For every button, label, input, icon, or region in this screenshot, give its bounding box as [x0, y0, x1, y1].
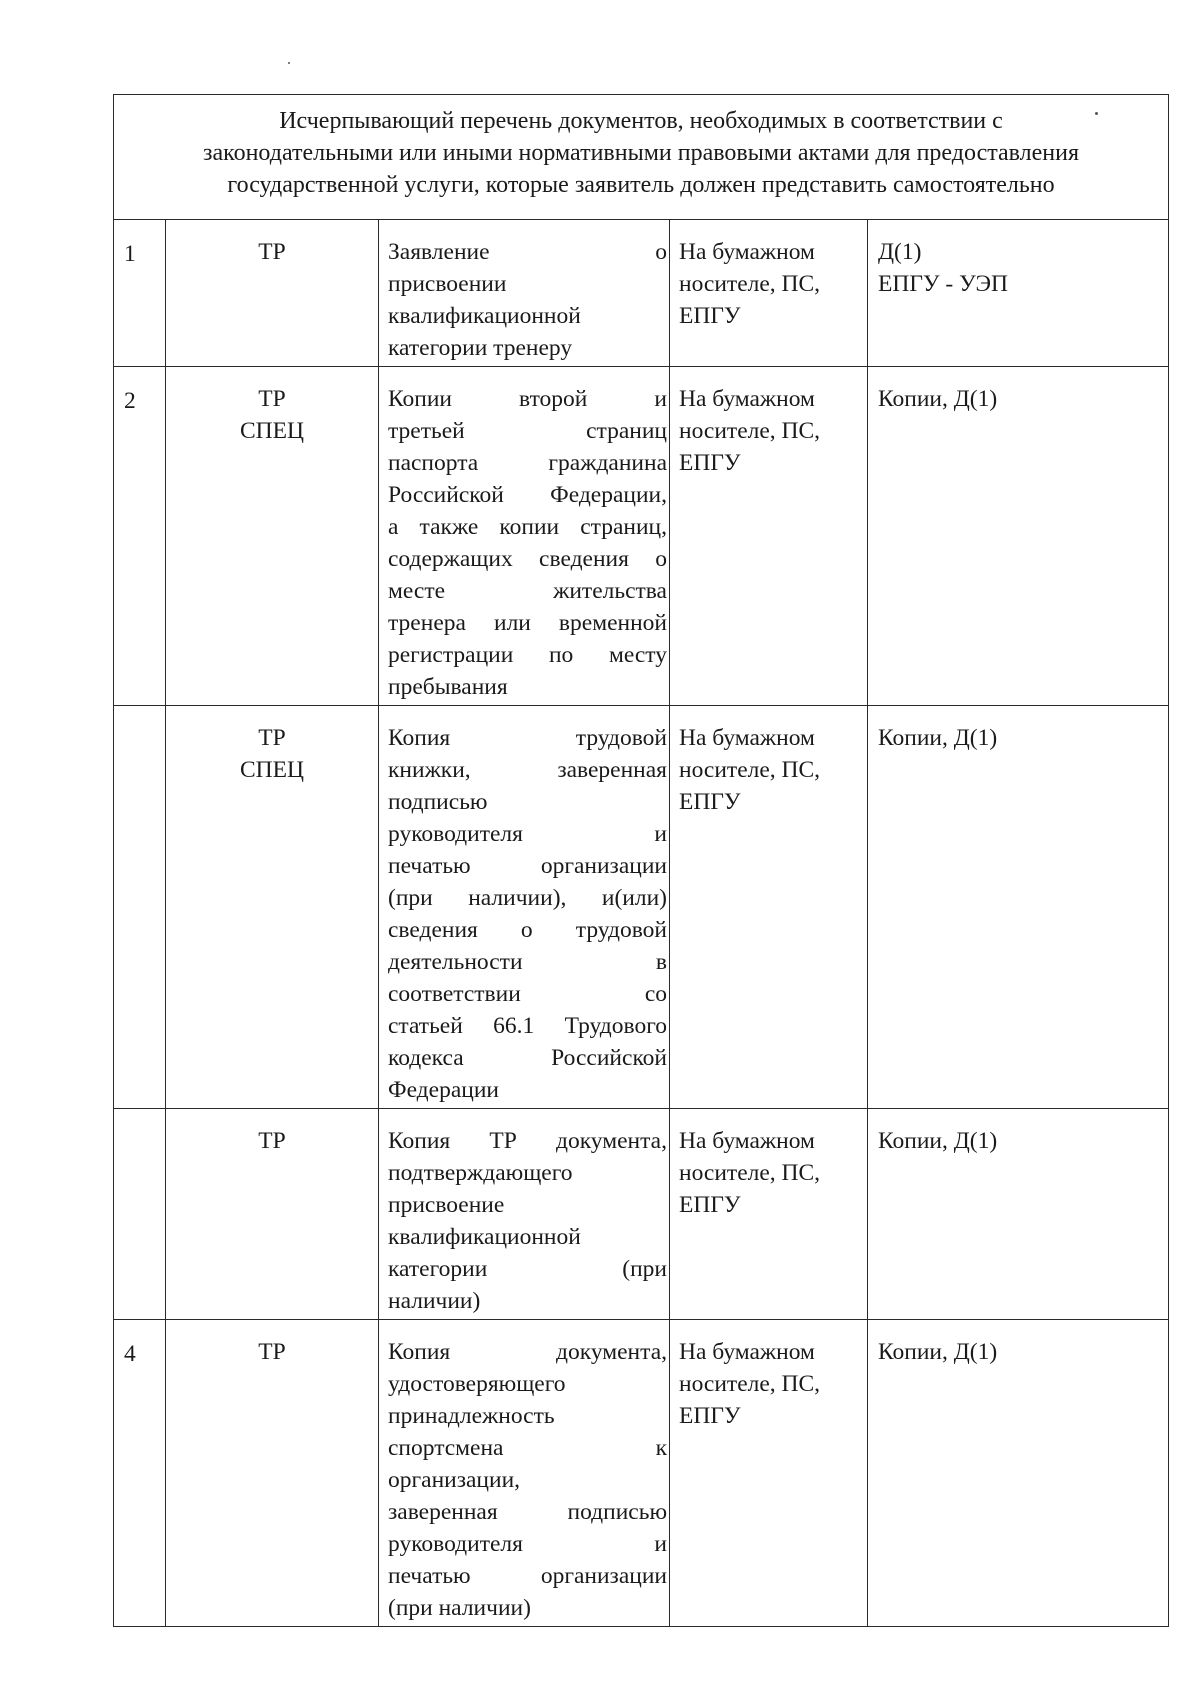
- requirements: [868, 367, 1169, 706]
- row-number: 4: [114, 1320, 166, 1627]
- table-header-row: [114, 95, 1169, 220]
- form-line: На бумажном: [679, 1128, 815, 1154]
- requirements: [868, 1109, 1169, 1320]
- doc-line: печатью организации: [388, 853, 667, 879]
- req-line: Копии, Д(1): [878, 386, 998, 412]
- type-code: СПЕЦ: [240, 418, 304, 444]
- doc-line: Копия трудовой: [388, 725, 667, 751]
- doc-line: соответствии со: [388, 981, 667, 1007]
- doc-line: наличии): [388, 1288, 481, 1314]
- form-line: ЕПГУ: [679, 789, 741, 815]
- form-line: носителе, ПС,: [679, 418, 821, 444]
- req-line: Копии, Д(1): [878, 1128, 998, 1154]
- doc-line: квалификационной: [388, 1224, 581, 1250]
- doc-line: квалификационной: [388, 303, 581, 329]
- table-row: [114, 220, 1169, 367]
- document-name: [379, 1320, 670, 1627]
- doc-line: Копия документа,: [388, 1339, 667, 1365]
- type-code: ТР: [258, 725, 286, 751]
- type-code: ТР: [258, 239, 286, 265]
- document-name: [379, 220, 670, 367]
- applicant-type: [166, 1320, 379, 1627]
- doc-line: подписью: [388, 789, 488, 815]
- doc-line: сведения о трудовой: [388, 917, 667, 943]
- form-line: ЕПГУ: [679, 303, 741, 329]
- requirements: [868, 1320, 1169, 1627]
- req-line: ЕПГУ - УЭП: [878, 271, 1008, 297]
- doc-line: книжки, заверенная: [388, 757, 667, 783]
- form-line: носителе, ПС,: [679, 1371, 821, 1397]
- applicant-type: [166, 367, 379, 706]
- row-number: 2: [114, 367, 166, 706]
- doc-line: категории (при: [388, 1256, 667, 1282]
- applicant-type: [166, 220, 379, 367]
- applicant-type: [166, 1109, 379, 1320]
- doc-line: (при наличии): [388, 1595, 531, 1621]
- row-number: 1: [114, 220, 166, 367]
- submission-form: [670, 706, 868, 1109]
- doc-line: руководителя и: [388, 821, 667, 847]
- doc-line: Копия ТР документа,: [388, 1128, 667, 1154]
- requirements: [868, 706, 1169, 1109]
- req-line: Копии, Д(1): [878, 725, 998, 751]
- req-line: Д(1): [878, 239, 922, 265]
- title-line: государственной услуги, которые заявитель должен представить самостоятельно: [227, 172, 1055, 198]
- doc-line: удостоверяющего: [388, 1371, 566, 1397]
- table-row: [114, 1109, 1169, 1320]
- doc-line: содержащих сведения о: [388, 546, 667, 572]
- doc-line: Копии второй и: [388, 386, 667, 412]
- row-number: [114, 1109, 166, 1320]
- form-line: ЕПГУ: [679, 450, 741, 476]
- doc-line: месте жительства: [388, 578, 667, 604]
- table-row: [114, 1320, 1169, 1627]
- form-line: На бумажном: [679, 725, 815, 751]
- submission-form: [670, 220, 868, 367]
- doc-line: статьей 66.1 Трудового: [388, 1013, 667, 1039]
- doc-line: паспорта гражданина: [388, 450, 667, 476]
- table-row: [114, 706, 1169, 1109]
- doc-line: Заявление о: [388, 239, 667, 265]
- doc-line: третьей страниц: [388, 418, 667, 444]
- table-row: [114, 367, 1169, 706]
- requirements: [868, 220, 1169, 367]
- form-line: носителе, ПС,: [679, 757, 821, 783]
- doc-line: принадлежность: [388, 1403, 555, 1429]
- form-line: носителе, ПС,: [679, 1160, 821, 1186]
- document-name: [379, 706, 670, 1109]
- doc-line: Федерации: [388, 1077, 499, 1103]
- form-line: На бумажном: [679, 239, 815, 265]
- table-title: [114, 95, 1169, 220]
- form-line: На бумажном: [679, 386, 815, 412]
- form-line: носителе, ПС,: [679, 271, 821, 297]
- form-line: ЕПГУ: [679, 1403, 741, 1429]
- type-code: ТР: [258, 386, 286, 412]
- document-name: [379, 1109, 670, 1320]
- doc-line: спортсмена к: [388, 1435, 667, 1461]
- doc-line: регистрации по месту: [388, 642, 667, 668]
- doc-line: категории тренеру: [388, 335, 573, 361]
- doc-line: (при наличии), и(или): [388, 885, 667, 911]
- type-code: СПЕЦ: [240, 757, 304, 783]
- row-number: [114, 706, 166, 1109]
- form-line: ЕПГУ: [679, 1192, 741, 1218]
- form-line: На бумажном: [679, 1339, 815, 1365]
- doc-line: присвоение: [388, 1192, 505, 1218]
- doc-line: деятельности в: [388, 949, 667, 975]
- doc-line: присвоении: [388, 271, 507, 297]
- doc-line: заверенная подписью: [388, 1499, 667, 1525]
- doc-line: руководителя и: [388, 1531, 667, 1557]
- submission-form: [670, 367, 868, 706]
- applicant-type: [166, 706, 379, 1109]
- doc-line: пребывания: [388, 674, 508, 700]
- scan-speck: [288, 62, 290, 64]
- document-name: [379, 367, 670, 706]
- doc-line: организации,: [388, 1467, 521, 1493]
- req-line: Копии, Д(1): [878, 1339, 998, 1365]
- doc-line: тренера или временной: [388, 610, 667, 636]
- doc-line: Российской Федерации,: [388, 482, 667, 508]
- doc-line: а также копии страниц,: [388, 514, 667, 540]
- type-code: ТР: [258, 1128, 286, 1154]
- title-line: Исчерпывающий перечень документов, необходимых в соответствии с: [279, 108, 1003, 134]
- doc-line: кодекса Российской: [388, 1045, 667, 1071]
- doc-line: подтверждающего: [388, 1160, 573, 1186]
- submission-form: [670, 1320, 868, 1627]
- submission-form: [670, 1109, 868, 1320]
- doc-line: печатью организации: [388, 1563, 667, 1589]
- title-line: законодательными или иными нормативными правовыми актами для предоставления: [203, 140, 1080, 166]
- documents-table: [113, 94, 1169, 1627]
- type-code: ТР: [258, 1339, 286, 1365]
